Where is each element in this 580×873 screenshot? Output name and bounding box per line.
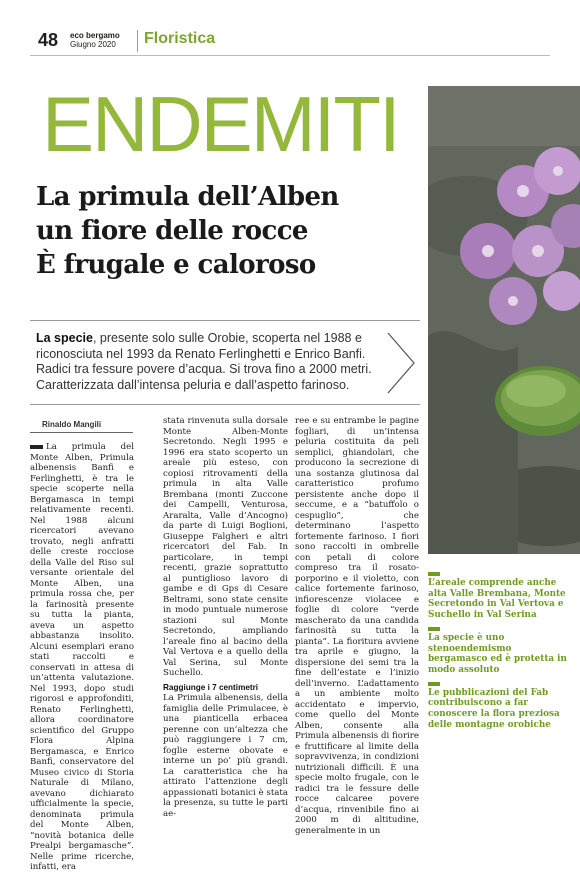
publication-info: [70, 31, 120, 49]
headline-line: La primula dell’Alben: [36, 182, 339, 212]
article-text: La primula del Monte Alben, Primula albenensis Banfi e Ferlinghetti, è tra le specie scoperte nella Bergamasca in tempi relativamente recenti. Nel 1988 alcuni ricercatori avevano trovato, negli anfratti delle creste rocciose della Valle del Riso sul versante orientale del Monte Alben, una primula rossa che, per la farinosità presente su tutta la pianta, aveva un aspetto abbastanza insolito. Alcuni esemplari erano stati raccolti e conservati in attesa di un’attenta valutazione. Nel 1993, dopo studi rigorosi e approfonditi, Renato Ferlinghetti, allora coordinatore scientifico del Gruppo Flora Alpina Bergamasca, e Enrico Banfi, conservatore del Museo civico di Storia Naturale di Milano, avevano dichiarato ufficialmente la specie, denominata primula del Monte Alben, “novità botanica delle Prealpi bergamasche”. Nelle prime ricerche, infatti, era: [30, 442, 134, 872]
deck-top-rule: [30, 320, 420, 321]
sidebar-facts: [428, 572, 570, 736]
primula-illustration: [428, 86, 580, 554]
sidebar-item: [428, 682, 570, 731]
article-column-1: [30, 442, 134, 873]
sidebar-text: L’areale comprende anche alta Valle Brembana, Monte Secretondo in Val Vertova e Suchello in Val Serina: [428, 578, 566, 621]
header-rule: [30, 55, 550, 56]
header-divider: [137, 30, 138, 52]
issue-date: Giugno 2020: [70, 40, 116, 49]
sidebar-item: [428, 627, 570, 676]
sidebar-marker: [428, 627, 440, 631]
deck-bottom-rule: [30, 404, 420, 405]
chevron-right-icon: [380, 330, 420, 396]
deck-text: , presente solo sulle Orobie, scoperta nel 1988 e riconosciuta nel 1993 da Renato Ferlinghetti e Enrico Banfi. Radici tra fessure povere d’acqua. Si trova fino a 2000 metri. Caratterizzata dall’intensa peluria e dall’aspetto farinoso.: [36, 331, 372, 392]
sidebar-marker: [428, 682, 440, 686]
sidebar-marker: [428, 572, 440, 576]
sidebar-text: Le pubblicazioni del Fab contribuiscono a far conoscere la flora preziosa delle montagne orobiche: [428, 687, 560, 730]
byline: Rinaldo Mangili: [42, 420, 102, 429]
article-text: stata rinvenuta sulla dorsale Monte Alben-Monte Secretondo. Negli 1995 e 1996 era stato scoperto un areale più esteso, con copiosi ritrovamenti della primula in alta Valle Brembana (monti Zuccone dei Campelli, Venturosa, Araralta, Valle d’Ancogno) da parte di Luigi Boglioni, Giuseppe Falgheri e altri ricercatori del Fab. In particolare, in tempi recenti, grazie soprattutto al puntiglioso lavoro di gambe e di Gps di Cesare Beltrami, sono state censite in modo puntuale numerose stazioni sul Monte Secretondo, ampliando l’areale fino al bacino della Val Vertova e a quello della Val Serina, sul Monte Suchello.: [163, 416, 288, 678]
page-header: [0, 0, 580, 56]
publication-name: eco bergamo: [70, 31, 120, 40]
article-text: La Primula albenensis, della famiglia delle Primulacee, è una pianticella erbacea perenne con un’altezza che può raggiungere i 7 cm, foglie esterne obovate e interne un po’ più grandi. La caratteristica che ha attirato l’attenzione degli appassionati botanici è stata la presenza, su tutte le parti ae-: [163, 693, 288, 819]
byline-rule: [30, 432, 133, 433]
sidebar-text: La specie è uno stenoendemismo bergamasco ed è protetta in modo assoluto: [428, 632, 567, 675]
primula-photo: [428, 86, 580, 554]
article-column-3: [295, 416, 419, 836]
kicker: ENDEMITI: [42, 80, 399, 168]
headline-line: È frugale e caloroso: [36, 250, 316, 280]
section-title: Floristica: [144, 30, 216, 47]
headline-line: un fiore delle rocce: [36, 216, 308, 246]
deck: [36, 331, 381, 393]
sidebar-item: [428, 572, 570, 621]
article-text: ree e su entrambe le pagine fogliari, di un’intensa peluria costituita da peli semplici, ghiandolari, che producono la secrezione di una sostanza glutinosa dal caratteristico profumo persistente anche dopo il seccume, e a “batuffolo o cespuglio”, che determinano l’aspetto fortemente farinoso. I fiori sono raccolti in ombrelle con petali di colore compreso tra il rosato-porporino e il violetto, con calice fortemente farinoso, infiorescenze violacee e foglie di colore “verde mascherato da una candida farinosità su tutta la pianta”. La fioritura avviene tra aprile e giugno, la dispersione dei semi tra la fine dell’estate e l’inizio dell’inverno. L’adattamento a un ambiente molto accidentato e impervio, come quello del Monte Alben, consente alla Primula albenensis di fiorire e fruttificare al limite della sopravvivenza, in condizioni nutrizionali difficili. È una specie molto frugale, con le radici tra le fessure delle rocce calcaree povere d’acqua, rinvenibile fino ai 2000 m di altitudine, generalmente in un: [295, 416, 419, 836]
headline: [36, 180, 431, 282]
article-column-2: [163, 416, 288, 819]
paragraph-marker: [30, 445, 43, 449]
deck-lead: La specie: [36, 331, 93, 345]
page-number: 48: [38, 30, 59, 50]
article-subhead: Raggiunge i 7 centimetri: [163, 682, 259, 692]
